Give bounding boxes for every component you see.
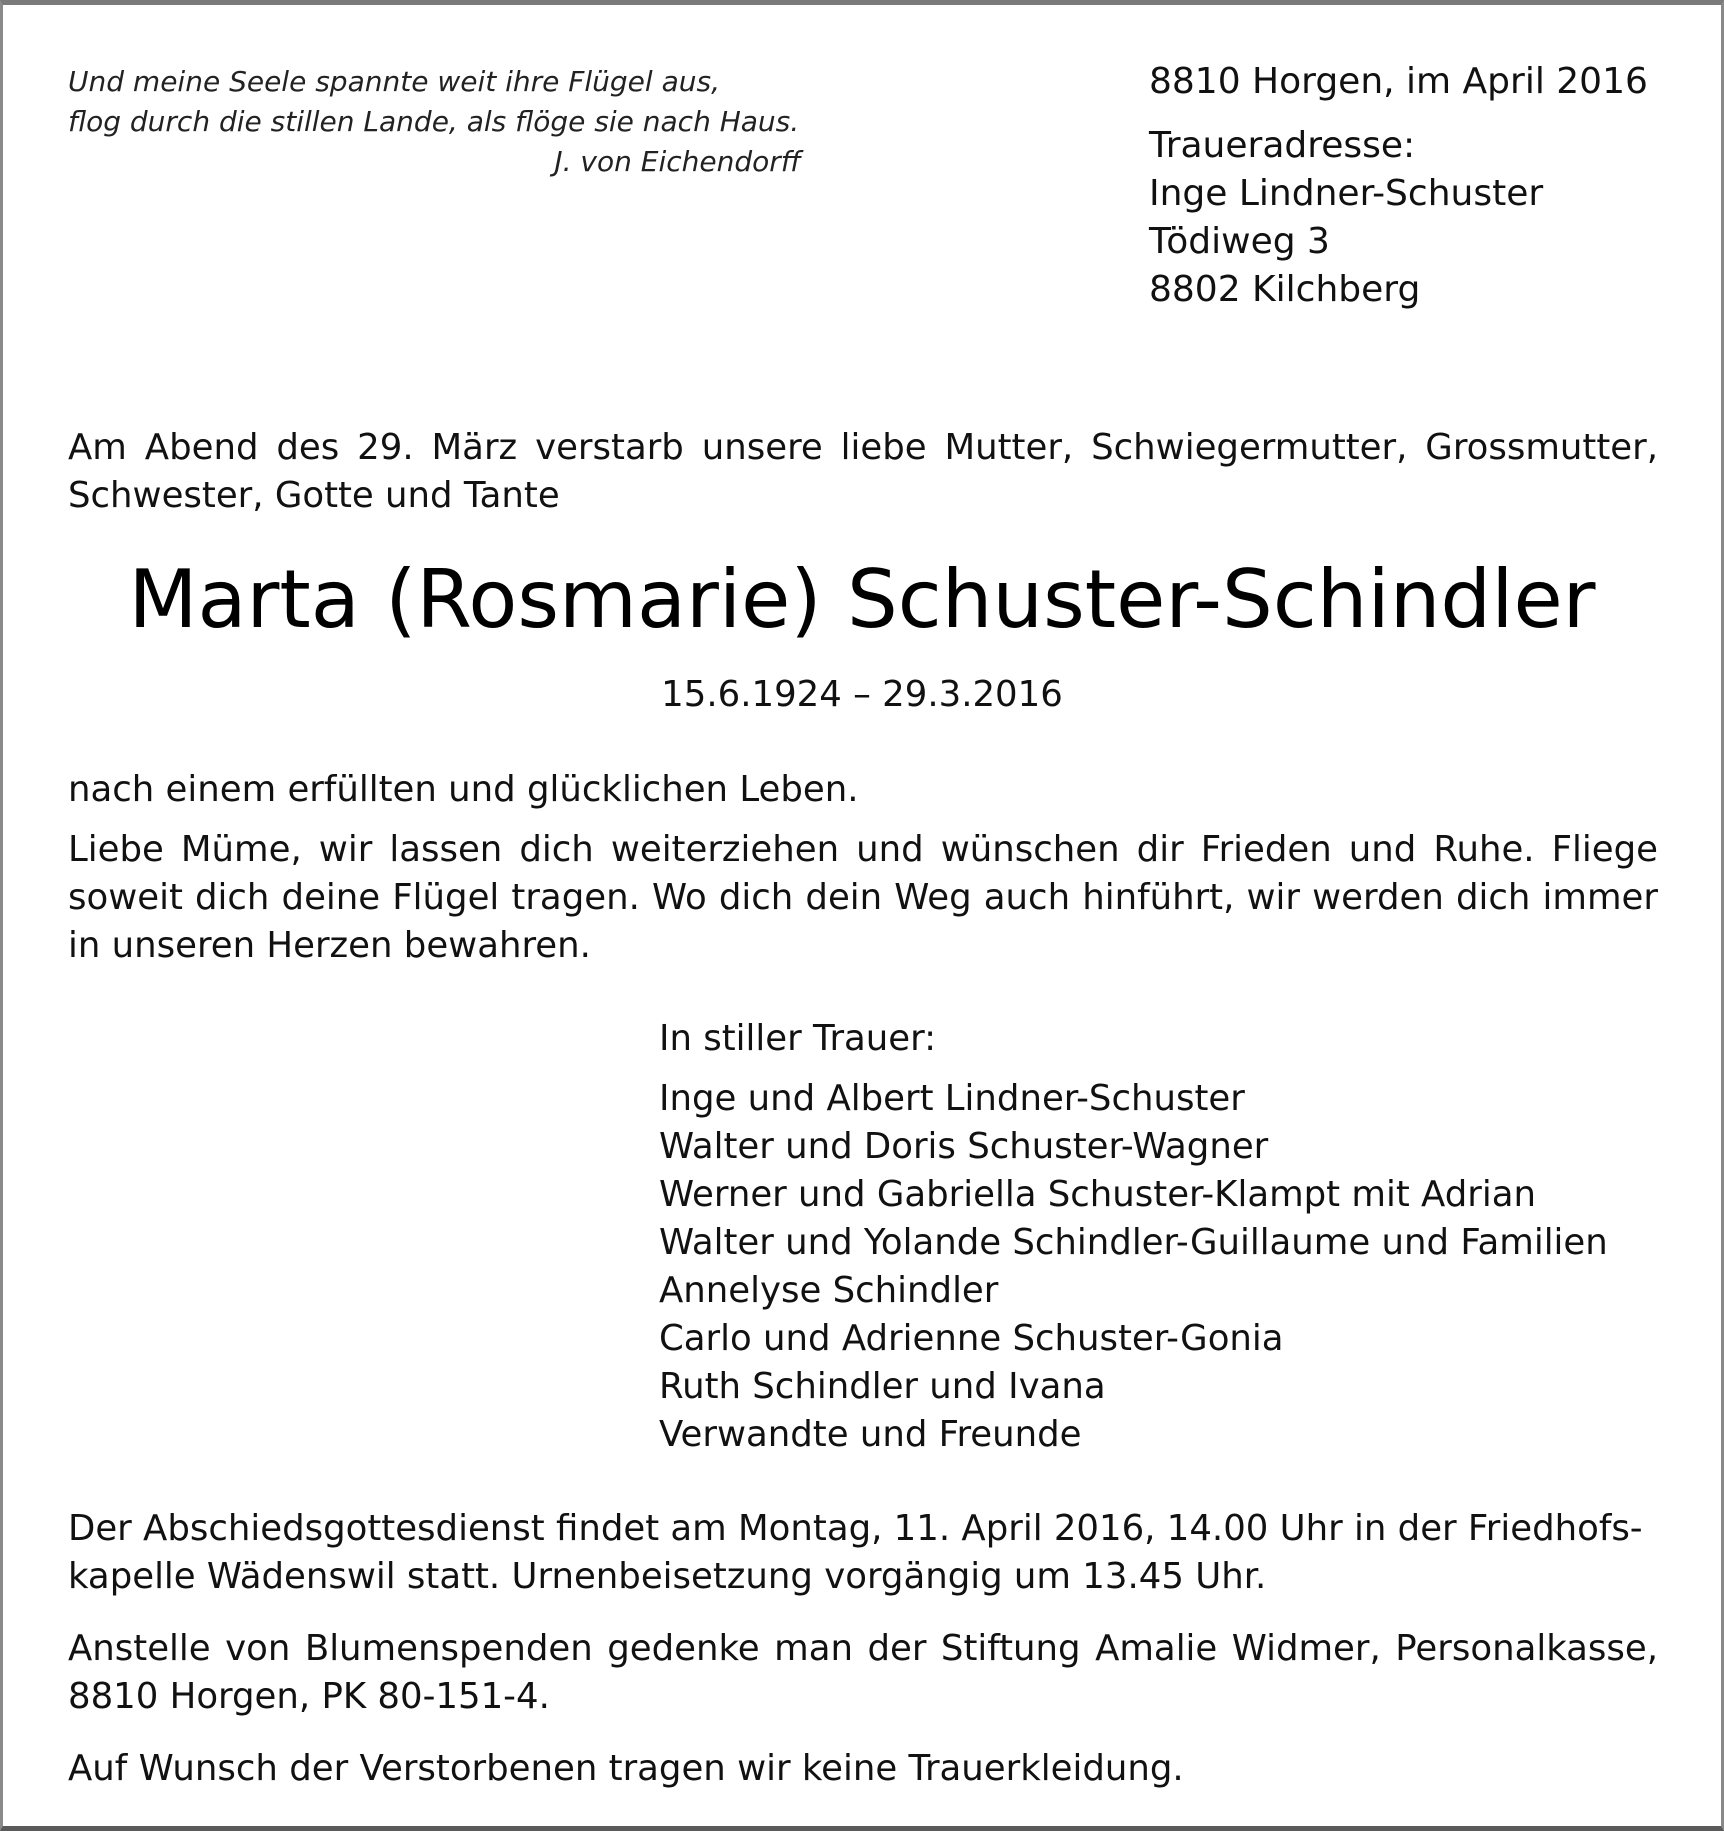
farewell-paragraph: Liebe Müme, wir lassen dich weiterziehen und wünschen dir Frieden und Ruhe. Fliege soweit dich deine Flügel tragen. Wo dich dein Weg auch hinführt, wir werden dich immer in unseren Herzen bewahren. <box>68 829 1658 966</box>
quote-author: J. von Eichendorff <box>554 145 801 178</box>
life-paragraph: nach einem erfüllten und glücklichen Leben. <box>68 769 859 810</box>
quote-line-1: Und meine Seele spannte weit ihre Flügel aus, <box>68 65 720 98</box>
service-line-1: Der Abschiedsgottesdienst findet am Montag, 11. April 2016, 14.00 Uhr in der Friedhofs- <box>68 1508 1643 1549</box>
address-label: Traueradresse: <box>1149 125 1416 166</box>
mourner-entry: Verwandte und Freunde <box>659 1414 1082 1455</box>
mourner-entry: Annelyse Schindler <box>659 1270 999 1311</box>
mourner-entry: Ruth Schindler und Ivana <box>659 1366 1106 1407</box>
eichendorff-quote <box>68 62 808 182</box>
mourners-list <box>659 1075 1669 1459</box>
service-line-2: kapelle Wädenswil statt. Urnenbeisetzung vorgängig um 13.45 Uhr. <box>68 1556 1267 1597</box>
quote-line-2: flog durch die stillen Lande, als flöge sie nach Haus. <box>68 105 800 138</box>
mourning-address-block <box>1149 58 1709 314</box>
mourner-entry: Walter und Yolande Schindler-Guillaume und Familien <box>659 1222 1608 1263</box>
place-date: 8810 Horgen, im April 2016 <box>1149 61 1648 102</box>
mourner-entry: Carlo und Adrienne Schuster-Gonia <box>659 1318 1284 1359</box>
address-street: Tödiweg 3 <box>1149 221 1330 262</box>
service-paragraph <box>68 1505 1658 1601</box>
life-dates: 15.6.1924 – 29.3.2016 <box>661 674 1063 715</box>
mourner-entry: Inge und Albert Lindner-Schuster <box>659 1078 1245 1119</box>
intro-paragraph: Am Abend des 29. März verstarb unsere liebe Mutter, Schwiegermutter, Grossmutter, Schwester, Gotte und Tante <box>68 427 1658 516</box>
address-city: 8802 Kilchberg <box>1149 269 1421 310</box>
donation-paragraph: Anstelle von Blumenspenden gedenke man der Stiftung Amalie Widmer, Personalkasse, 8810 Horgen, PK 80-151-4. <box>68 1628 1658 1717</box>
deceased-name: Marta (Rosmarie) Schuster-Schindler <box>128 553 1596 646</box>
mourner-entry: Werner und Gabriella Schuster-Klampt mit Adrian <box>659 1174 1536 1215</box>
mourner-entry: Walter und Doris Schuster-Wagner <box>659 1126 1269 1167</box>
mourning-title: In stiller Trauer: <box>659 1018 937 1059</box>
dress-code-paragraph: Auf Wunsch der Verstorbenen tragen wir keine Trauerkleidung. <box>68 1748 1184 1789</box>
address-name: Inge Lindner-Schuster <box>1149 173 1544 214</box>
